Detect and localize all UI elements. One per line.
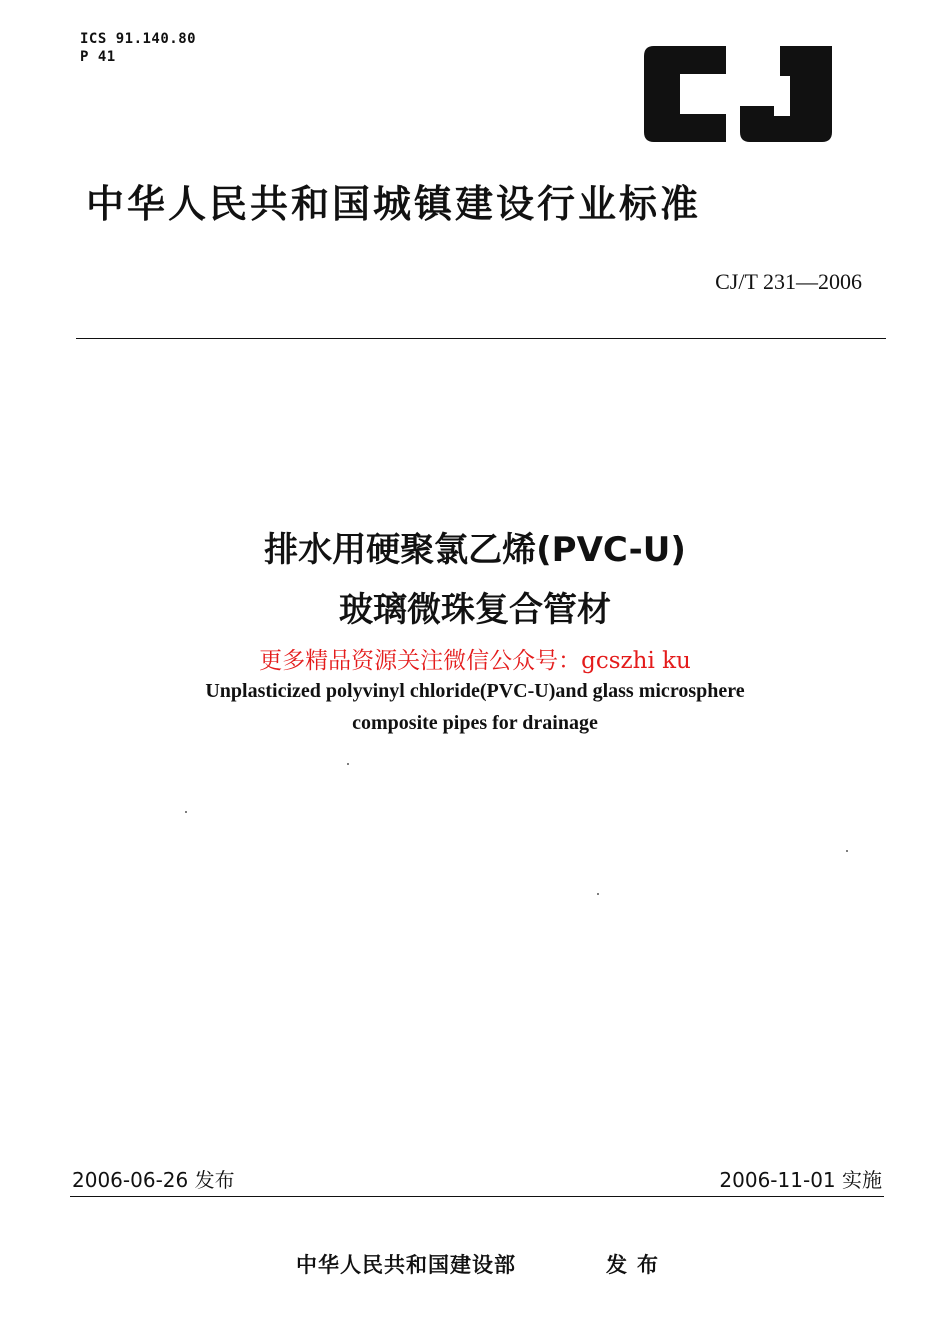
scan-speck: [846, 850, 848, 852]
classification-block: [80, 30, 196, 66]
title-en-line2: composite pipes for drainage: [352, 712, 598, 734]
standard-category-title: 中华人民共和国城镇建设行业标准: [86, 182, 702, 226]
standard-number: CJ/T 231—2006: [715, 269, 862, 294]
dates-divider: [70, 1196, 884, 1197]
scan-speck: [185, 811, 187, 813]
cj-logo-letter-j: [740, 46, 832, 142]
cj-logo: [640, 46, 836, 142]
cj-logo-letter-c: [644, 46, 726, 142]
scan-speck: [597, 893, 599, 895]
title-zh-line2: 玻璃微珠复合管材: [339, 590, 611, 630]
ics-code: ICS 91.140.80: [80, 31, 197, 47]
scan-speck: [347, 763, 349, 765]
watermark-text: 更多精品资源关注微信公众号：gcszhi ku: [259, 648, 691, 674]
implementation-date: 2006-11-01 实施: [719, 1168, 882, 1192]
publisher-name: 中华人民共和国建设部: [296, 1253, 516, 1277]
publish-verb: 发布: [606, 1253, 668, 1277]
issue-date: 2006-06-26 发布: [72, 1168, 235, 1192]
header-divider: [76, 338, 886, 339]
title-zh-line1: 排水用硬聚氯乙烯(PVC-U): [264, 530, 686, 570]
title-en-line1: Unplasticized polyvinyl chloride(PVC-U)and glass microsphere: [205, 680, 745, 702]
classification-code: P 41: [80, 49, 116, 65]
